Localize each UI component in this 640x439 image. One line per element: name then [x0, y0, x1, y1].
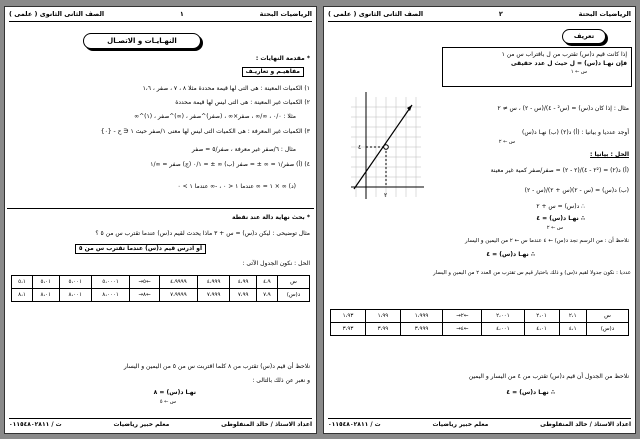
table-cell: ←٤→ — [443, 323, 482, 336]
table-cell: ٢،٠١ — [524, 310, 559, 323]
or-line: أو ادرس قيم د(س) عندما تقترب س من ٥ — [75, 244, 206, 254]
definition-line-1: إذا كانت قيم د(س) تقترب من ل باقتراب س من ١ — [501, 51, 627, 58]
left-header — [9, 10, 312, 22]
right-header-title: الرياضيات البحتة — [578, 10, 631, 18]
table-cell: ٤،٩٩٩ — [197, 276, 229, 289]
table-cell: ٥،٠٠٠١ — [91, 276, 129, 289]
work-line-2: (ب) د(س) = (س - ٢)(س + ٢)/(س - ٢) — [524, 187, 629, 194]
table-header-cell: س — [277, 276, 309, 289]
concept-line-1: ١) الكميات المعينة : هى التى لها قيمة محددة مثلا ٨ ، ٧ ، صفر ، ١،٦ — [142, 85, 310, 92]
table-cell: ٤،٩٩ — [230, 276, 257, 289]
table-cell: ٥،٠٠١ — [59, 276, 91, 289]
graph-y-label: ٤ — [358, 144, 362, 151]
table-header-cell: س — [586, 310, 628, 323]
limit-table-line: ∴ نهـا د(س) = ٤ — [506, 389, 555, 396]
limit-line: نهـا د(س) = ٨ — [153, 389, 196, 396]
table-cell: ٥،١ — [12, 276, 33, 289]
table-cell: ١،٩٣ — [331, 310, 366, 323]
right-footer — [328, 418, 631, 430]
concept-line-4: ٣) الكميات غير المعرفة : هى الكميات التى ليس لها معنى ١/صفر حيث ١ ∈ ح - {٠} — [100, 128, 310, 135]
left-footer-role: معلم خبير رياضيات — [113, 421, 170, 428]
work-line-1: (أ) د(٢) = (٢² - ٤)/(٢ - ٢) = صفر/صفر كمية غير معينة — [490, 167, 629, 174]
concepts-box: مفاهيـم و تعاريـف — [242, 67, 304, 77]
example-line-3: س ← ٢ — [498, 139, 515, 145]
solution-line: الحل : نكون الجدول الآتى : — [242, 260, 310, 267]
definition-line-3: س ← ١ — [570, 69, 587, 75]
hole-point — [384, 145, 389, 150]
table-cell: ٨،٠١ — [32, 289, 59, 302]
table-cell: ٧،٩ — [256, 289, 277, 302]
unit-title: النهـايـات و الاتصـال — [107, 37, 177, 45]
section-divider — [7, 208, 314, 209]
definition-box — [442, 47, 632, 87]
unit-title-box — [83, 33, 201, 49]
table-cell: ٢،٠٠١ — [482, 310, 524, 323]
table-cell: ٥،٠١ — [32, 276, 59, 289]
right-header — [328, 10, 631, 22]
limit-graph-line: ∴ نهـا د(س) = ٤ — [486, 251, 535, 258]
left-header-page-number: ١ — [179, 10, 184, 18]
left-header-title: الرياضيات البحتة — [259, 10, 312, 18]
right-values-table — [330, 309, 629, 336]
table-row — [12, 289, 310, 302]
left-page — [4, 6, 317, 434]
definition-title-box — [562, 29, 606, 44]
concept-line-7: (د) ∞ × ١ = ∞ عندما ١ < ٠ ، -∞ عندما ١ > ٠ — [177, 183, 296, 190]
right-page — [323, 6, 636, 434]
left-footer-phone: ت / ٠١١٥٤٨٠٢٨١١ — [9, 421, 62, 428]
table-cell: ٨،٠٠٠١ — [91, 289, 129, 302]
table-header-cell: د(س) — [277, 289, 309, 302]
table-row — [12, 276, 310, 289]
example-line: مثال توضيحى : ليكن د(س) = س + ٣ ماذا يحدث لقيم د(س) عندما تقترب س من ٥ ؟ — [95, 230, 310, 237]
table-cell: ٤،٠١ — [524, 323, 559, 336]
right-header-grade: الصف الثانى الثانوى ( علمى ) — [328, 10, 424, 18]
table-row — [331, 310, 629, 323]
left-values-table — [11, 275, 310, 302]
concept-line-3: مثلا : ٠/٠ ، ∞/∞ ، صفر×∞ ، (صفر)^صفر ، (∞)^صفر ، (١)^∞ — [134, 113, 296, 120]
left-header-grade: الصف الثانى الثانوى ( علمى ) — [9, 10, 105, 18]
concept-line-2: ٢) الكميات غير المعينة : هى التى ليس لها قيمة محددة — [175, 99, 310, 106]
right-footer-phone: ت / ٠١١٥٤٨٠٢٨١١ — [328, 421, 381, 428]
right-header-page-number: ٢ — [498, 10, 503, 18]
table-cell: ١،٩٩٩ — [400, 310, 442, 323]
table-cell: ٧،٩٩٩ — [197, 289, 229, 302]
table-cell: ٣،٩٩٩ — [400, 323, 442, 336]
work-line-4: ∴ نهـا د(س) = ٤ — [536, 215, 585, 222]
table-cell: ٤،٩ — [256, 276, 277, 289]
section2-heading: * بحث نهاية دالة عند نقطة — [232, 214, 310, 221]
limit-graph — [346, 87, 428, 207]
intro-heading: * مقدمة النهايات : — [255, 55, 310, 62]
table-cell: ٢،١ — [559, 310, 586, 323]
table-cell: ←٥→ — [130, 276, 160, 289]
table-cell: ٣،٩٩ — [365, 323, 400, 336]
concept-line-5: مثال : ٦/صفر غير معرفة ، صفر/٥ = صفر — [191, 146, 296, 153]
table-row — [331, 323, 629, 336]
left-footer — [9, 418, 312, 430]
right-footer-role: معلم خبير رياضيات — [432, 421, 489, 428]
definition-title: تعريف — [573, 32, 595, 40]
note-table: نلاحظ من الجدول أن قيم د(س) تقترب من ٤ من اليسار و اليمين — [468, 373, 629, 380]
numerical-line: عدديا : نكون جدولا لقيم د(س) و ذلك باختيار قيم س تقترب من العدد ٢ من اليمين و اليسار — [433, 270, 631, 276]
example-line-2: أوجد عدديا و بيانيا : (أ) د(٢) (ب) نهـا د(س) — [522, 129, 629, 136]
table-cell: ٤،١ — [559, 323, 586, 336]
graph-x-label: ٢ — [384, 192, 388, 199]
note-line: نلاحظ أن قيم د(س) تقترب من ٨ كلما اقتربت س من ٥ من اليمين و اليسار — [123, 363, 310, 370]
table-cell: ←٨→ — [130, 289, 160, 302]
right-footer-author: اعداد الاستاذ / خالد المنفلوطى — [540, 421, 631, 428]
table-cell: ٨،٠٠١ — [59, 289, 91, 302]
note-graph: نلاحظ أن : من الرسم نجد د(س) ← ٤ عندما س ← ٢ من اليمين و اليسار — [465, 238, 629, 244]
solution-graphical: الحل : بيانيا : — [590, 151, 629, 158]
example-line-1: مثال : إذا كان د(س) = (س² - ٤)/(س - ٢) ، س ≠ ٢ — [497, 105, 629, 112]
table-cell: ٧،٩٩ — [230, 289, 257, 302]
work-line-5: س ← ٢ — [546, 225, 563, 231]
concept-line-6: ٤) (أ) صفر/١ = ∞ ± = صفر (ب) ∞ ± = ٠/١ (ج) صفر = ∞/١ — [150, 161, 310, 168]
definition-line-2: فإن نهـا د(س) = ل حيث ل عدد حقيقى — [510, 60, 627, 67]
left-footer-author: اعداد الاستاذ / خالد المنفلوطى — [221, 421, 312, 428]
table-cell: ٣،٩٣ — [331, 323, 366, 336]
table-header-cell: د(س) — [586, 323, 628, 336]
table-cell: ٧،٩٩٩٩ — [159, 289, 197, 302]
work-line-3: ∴ د(س) = س + ٢ — [536, 203, 585, 210]
table-cell: ←٢→ — [443, 310, 482, 323]
limit-sub: س ← ٥ — [159, 399, 176, 405]
express-line: و نعبر عن ذلك بالتالى : — [252, 377, 310, 384]
table-cell: ٤،٠٠١ — [482, 323, 524, 336]
table-cell: ٤،٩٩٩٩ — [159, 276, 197, 289]
table-cell: ٨،١ — [12, 289, 33, 302]
table-cell: ١،٩٩ — [365, 310, 400, 323]
